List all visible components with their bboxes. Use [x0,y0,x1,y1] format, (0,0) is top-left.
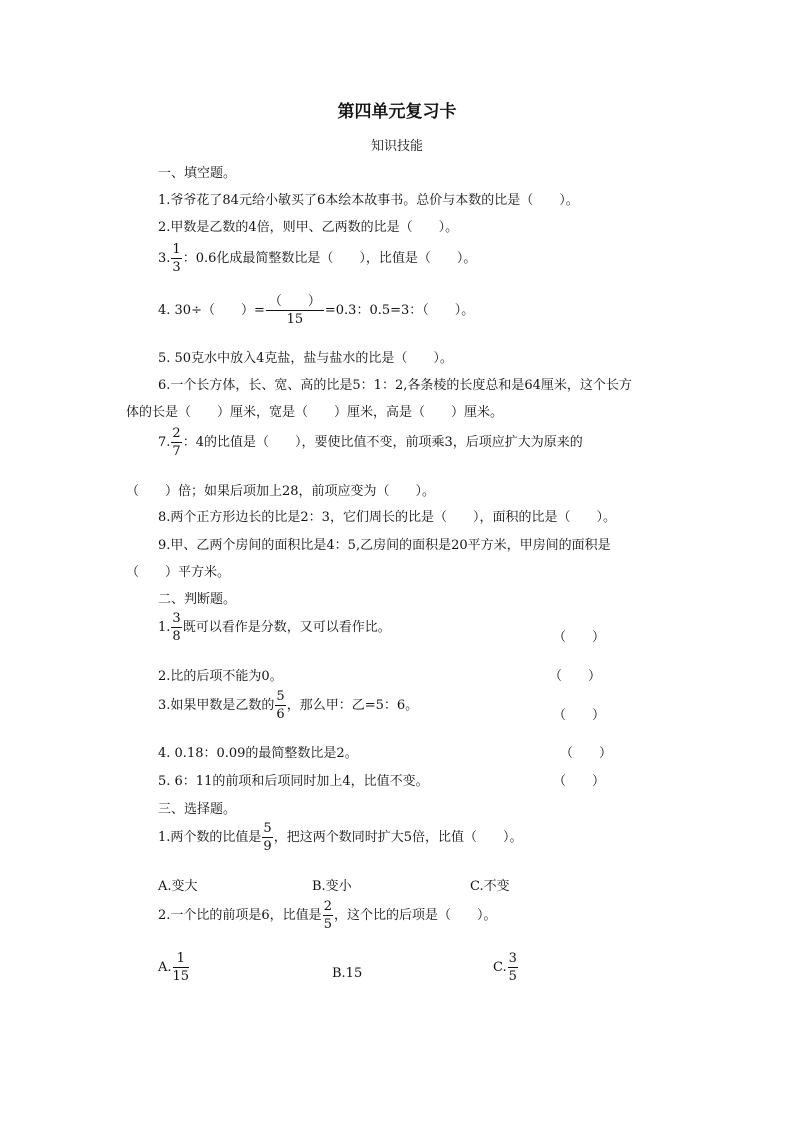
option-label: C. [493,960,507,975]
judge-answer-blank-2[interactable]: （ ） [549,669,602,684]
fraction [275,690,285,721]
fraction-denominator: 8 [172,629,181,644]
judge-question-5: 5. 6：11的前项和后项同时加上4，比值不变。 [158,774,429,789]
judge-question-2: 2.比的后项不能为0。 [158,669,283,684]
fraction-denominator: 3 [172,260,181,275]
fraction [171,243,181,274]
question-text: ，这个比的后项是（ ）。 [333,908,497,923]
option-label: A. [158,960,172,975]
question-text: ，那么甲：乙=5：6。 [286,698,419,713]
fraction-numerator: 5 [263,821,272,836]
fraction [173,952,190,983]
question-prefix: 3.如果甲数是乙数的 [158,698,275,713]
choice-2-option-b[interactable]: B.15 [332,966,363,981]
fraction-numerator: 1 [172,242,181,257]
judge-answer-blank-1[interactable]: （ ） [553,630,606,645]
fill-question-3 [158,243,476,274]
judge-question-1 [158,612,391,643]
fraction [171,612,181,643]
choice-2-option-c[interactable] [493,952,519,983]
choice-question-1 [158,822,522,853]
fraction-numerator: 3 [172,611,181,626]
question-prefix: 1. [158,620,171,635]
fill-question-8: 8.两个正方形边长的比是2：3，它们周长的比是（ ），面积的比是（ ）。 [158,510,616,525]
question-text: ：4的比值是（ ），要使比值不变，前项乘3，后项应扩大为原来的 [182,435,583,450]
judge-answer-blank-4[interactable]: （ ） [560,746,613,761]
judge-question-3 [158,690,418,721]
fraction [508,952,518,983]
judge-question-4: 4. 0.18：0.09的最简整数比是2。 [158,746,358,761]
judge-answer-blank-3[interactable]: （ ） [553,708,606,723]
fill-question-7 [158,427,583,458]
question-text: =0.3：0.5=3：（ ）。 [324,303,475,318]
fraction-numerator: 3 [508,951,517,966]
fraction-denominator: 5 [323,917,332,932]
fill-question-7-line-2: （ ）倍；如果后项加上28，前项应变为（ ）。 [126,484,436,499]
fraction-numerator: 2 [172,426,181,441]
section-heading-choice: 三、选择题。 [158,802,237,817]
fraction-denominator: 15 [286,312,304,327]
question-prefix: 3. [158,251,171,266]
page-subtitle: 知识技能 [370,139,423,154]
fill-question-6-line-2: 体的长是（ ）厘米，宽是（ ）厘米，高是（ ）厘米。 [126,405,504,420]
choice-question-2 [158,900,496,931]
choice-option-c[interactable]: C.不变 [470,879,510,894]
fill-question-5: 5. 50克水中放入4克盐，盐与盐水的比是（ ）。 [158,351,453,366]
question-prefix: 2.一个比的前项是6，比值是 [158,908,322,923]
fill-question-9-line-2: （ ）平方米。 [126,565,231,580]
fraction-numerator: （ ） [266,295,324,311]
question-text: ：0.6化成最简整数比是（ ），比值是（ ）。 [182,251,477,266]
fraction [262,822,272,853]
page-title: 第四单元复习卡 [337,102,457,122]
fraction [266,295,324,326]
fraction-numerator: 1 [173,952,190,968]
fill-question-6-line-1: 6.一个长方体，长、宽、高的比是5：1：2,各条棱的长度总和是64厘米，这个长方 [158,378,632,393]
fill-question-9-line-1: 9.甲、乙两个房间的面积比是4：5,乙房间的面积是20平方米，甲房间的面积是 [158,538,611,553]
question-prefix: 4. 30÷（ ）= [158,303,265,318]
fraction [323,900,333,931]
fraction-numerator: 5 [276,689,285,704]
choice-2-option-a[interactable] [158,952,190,983]
fraction [171,427,181,458]
fraction-denominator: 15 [172,969,190,984]
question-prefix: 7. [158,435,171,450]
fraction-denominator: 6 [276,707,285,722]
question-text: ，把这两个数同时扩大5倍，比值（ ）。 [273,830,523,845]
fraction-denominator: 9 [263,839,272,854]
fill-question-1: 1.爷爷花了84元给小敏买了6本绘本故事书。总价与本数的比是（ ）。 [158,193,579,208]
question-prefix: 1.两个数的比值是 [158,830,262,845]
section-heading-judge: 二、判断题。 [158,592,237,607]
judge-answer-blank-5[interactable]: （ ） [553,774,606,789]
fill-question-4 [158,295,474,326]
section-heading-fill: 一、填空题。 [158,166,237,181]
choice-option-a[interactable]: A.变大 [158,879,198,894]
question-text: 既可以看作是分数，又可以看作比。 [182,620,391,635]
fraction-denominator: 5 [508,969,517,984]
fill-question-2: 2.甲数是乙数的4倍，则甲、乙两数的比是（ ）。 [158,220,459,235]
fraction-numerator: 2 [323,899,332,914]
fraction-denominator: 7 [172,444,181,459]
choice-option-b[interactable]: B.变小 [312,879,352,894]
